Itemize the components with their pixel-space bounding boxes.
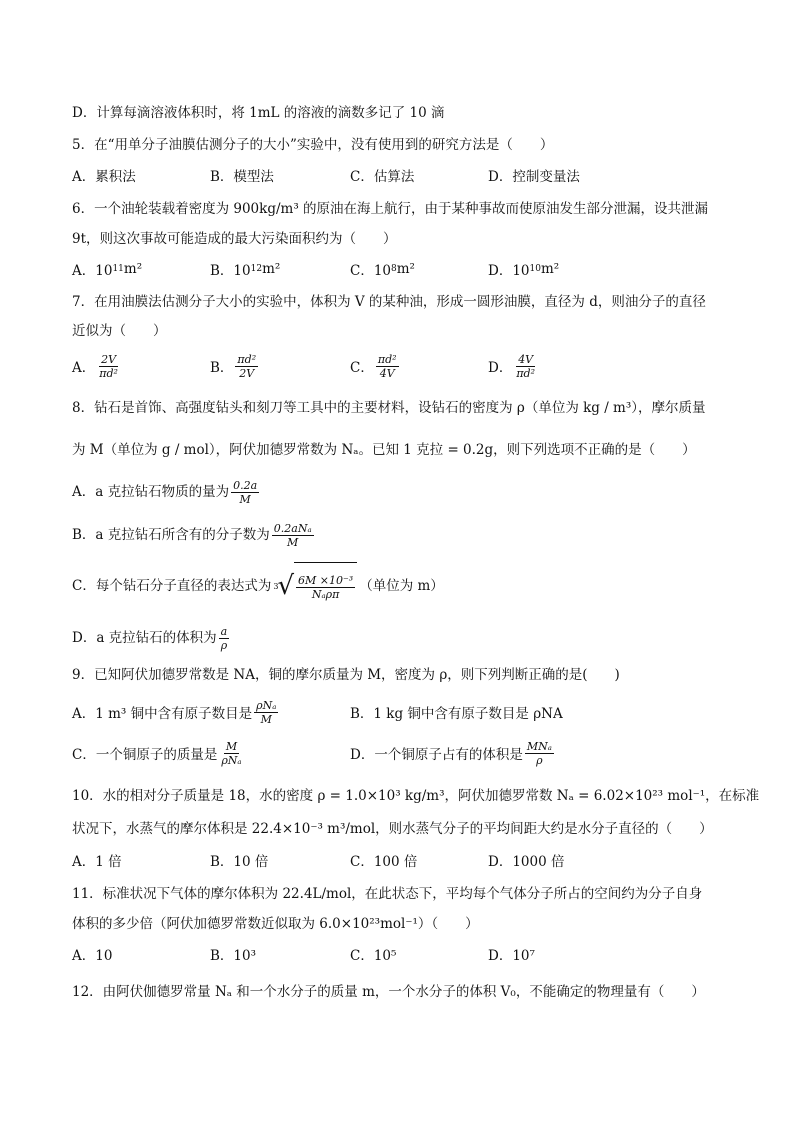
q7-option-c: C． $\frac{\text{πd²}}{4V}$	[350, 352, 397, 380]
q12-stem: 12．由阿伏伽德罗常量 Nₐ 和一个水分子的质量 m，一个水分子的体积 V₀，不能确定的物理量有（ ）	[72, 984, 705, 1000]
q10-stem-2: 状况下，水蒸气的摩尔体积是 22.4×10⁻³ m³/mol，则水蒸气分子的平均间距大约是水分子直径的（ ）	[72, 821, 713, 837]
fraction: $\frac{2V}{\text{πd²}}$	[99, 352, 118, 380]
q9-stem: 9．已知阿伏加德罗常数是 NA，铜的摩尔质量为 M，密度为 ρ，则下列判断正确的是( )	[72, 667, 620, 683]
q5-stem: 5．在“用单分子油膜估测分子的大小”实验中，没有使用到的研究方法是（ ）	[72, 137, 554, 153]
fraction: $\frac{M}{\text{ρNₐ}}$	[221, 739, 242, 767]
fraction: $\frac{a}{\rho}$	[220, 624, 228, 652]
q9-options-row1	[72, 692, 732, 732]
q10-option-c: C．100 倍	[350, 854, 418, 870]
q8-stem-1: 8．钻石是首饰、高强度钻头和刻刀等工具中的主要材料，设钻石的密度为 ρ（单位为 kg / m³），摩尔质量	[72, 400, 706, 416]
q9-option-c: C．一个铜原子的质量是 $\frac{M}{\text{ρNₐ}}$	[72, 739, 242, 767]
q9-option-a: A．1 m³ 铜中含有原子数目是 $\frac{\text{ρNₐ}}{M}$	[72, 698, 277, 726]
q8-stem-2: 为 M（单位为 g / mol），阿伏加德罗常数为 Nₐ。已知 1 克拉 = 0.2g，则下列选项不正确的是（ ）	[72, 442, 696, 458]
q7-options	[72, 346, 732, 386]
q11-option-d: D．10⁷	[488, 948, 535, 964]
q10-options	[72, 840, 732, 880]
q8-option-c: C．每个钻石分子直径的表达式为 3 √ $\frac{\text{6M ×10⁻³}}{\text{Nₐρπ}}$ （单位为 m）	[72, 562, 444, 610]
q11-options	[72, 934, 732, 974]
q10-stem-1: 10．水的相对分子质量是 18，水的密度 ρ = 1.0×10³ kg/m³，阿伏加德罗常数 Nₐ = 6.02×10²³ mol⁻¹，在标准	[72, 788, 760, 804]
q11-stem-1: 11．标准状况下气体的摩尔体积为 22.4L/mol，在此状态下，平均每个气体分子所占的空间约为分子自身	[72, 886, 703, 902]
q7-option-d: D． $\frac{4V}{\text{πd²}}$	[488, 352, 536, 380]
q11-option-b: B．10³	[210, 948, 257, 964]
q6-stem-1: 6．一个油轮装载着密度为 900kg/m³ 的原油在海上航行，由于某种事故而使原油发生部分泄漏，设共泄漏	[72, 201, 709, 217]
q6-option-b: B．10 12 m²	[210, 261, 281, 279]
q5-option-d: D．控制变量法	[488, 169, 580, 185]
q5-option-c: C．估算法	[350, 169, 415, 185]
q11-stem-2: 体积的多少倍（阿伏加德罗常数近似取为 6.0×10²³mol⁻¹）（ ）	[72, 916, 479, 932]
q6-stem-2: 9t，则这次事故可能造成的最大污染面积约为（ ）	[72, 231, 397, 247]
fraction: $\frac{4V}{\text{πd²}}$	[516, 352, 536, 380]
q7-stem-2: 近似为（ ）	[72, 323, 167, 339]
q10-option-d: D．1000 倍	[488, 854, 565, 870]
q11-option-c: C．10⁵	[350, 948, 397, 964]
q7-option-b: B． $\frac{\text{πd²}}{2V}$	[210, 352, 257, 380]
fraction: $\frac{\text{ρNₐ}}{M}$	[256, 698, 277, 726]
q6-option-a: A．10 11 m²	[72, 261, 143, 279]
q4-option-d: D．计算每滴溶液体积时，将 1mL 的溶液的滴数多记了 10 滴	[72, 105, 445, 121]
q10-option-a: A．1 倍	[72, 854, 122, 870]
q9-options-row2	[72, 733, 732, 773]
fraction: $\frac{\text{πd²}}{4V}$	[377, 352, 397, 380]
cube-root: 3 √ $\frac{\text{6M ×10⁻³}}{\text{Nₐρπ}}$	[273, 562, 357, 610]
q6-options	[72, 249, 732, 289]
q8-option-d: D．a 克拉钻石的体积为 $\frac{a}{\rho}$	[72, 624, 228, 652]
q10-option-b: B．10 倍	[210, 854, 269, 870]
fraction: $\frac{\text{πd²}}{2V}$	[237, 352, 257, 380]
q9-option-b: B．1 kg 铜中含有原子数目是 ρNA	[350, 706, 563, 722]
q8-option-a: A．a 克拉钻石物质的量为 $\frac{0.2a}{M}$	[72, 478, 258, 506]
q6-option-d: D．10 10 m²	[488, 261, 560, 279]
fraction: $\frac{\text{0.2aNₐ}}{M}$	[273, 521, 312, 549]
fraction: $\frac{0.2a}{M}$	[233, 478, 258, 506]
q8-option-b: B．a 克拉钻石所含有的分子数为 $\frac{\text{0.2aNₐ}}{M}$	[72, 521, 312, 549]
q6-option-c: C．10 8 m²	[350, 261, 415, 279]
fraction: $\frac{\text{MNₐ}}{\rho}$	[526, 739, 552, 767]
q7-stem-1: 7．在用油膜法估测分子大小的实验中，体积为 V 的某种油，形成一圆形油膜，直径为 d，则油分子的直径	[72, 294, 706, 310]
q9-option-d: D．一个铜原子占有的体积是 $\frac{\text{MNₐ}}{\rho}$	[350, 739, 552, 767]
q5-options	[72, 155, 732, 195]
fraction: $\frac{\text{6M ×10⁻³}}{\text{Nₐρπ}}$	[298, 574, 354, 601]
q7-option-a: A． $\frac{2V}{\text{πd²}}$	[72, 352, 118, 380]
q5-option-a: A．累积法	[72, 169, 136, 185]
q5-option-b: B．模型法	[210, 169, 274, 185]
q11-option-a: A．10	[72, 948, 113, 964]
